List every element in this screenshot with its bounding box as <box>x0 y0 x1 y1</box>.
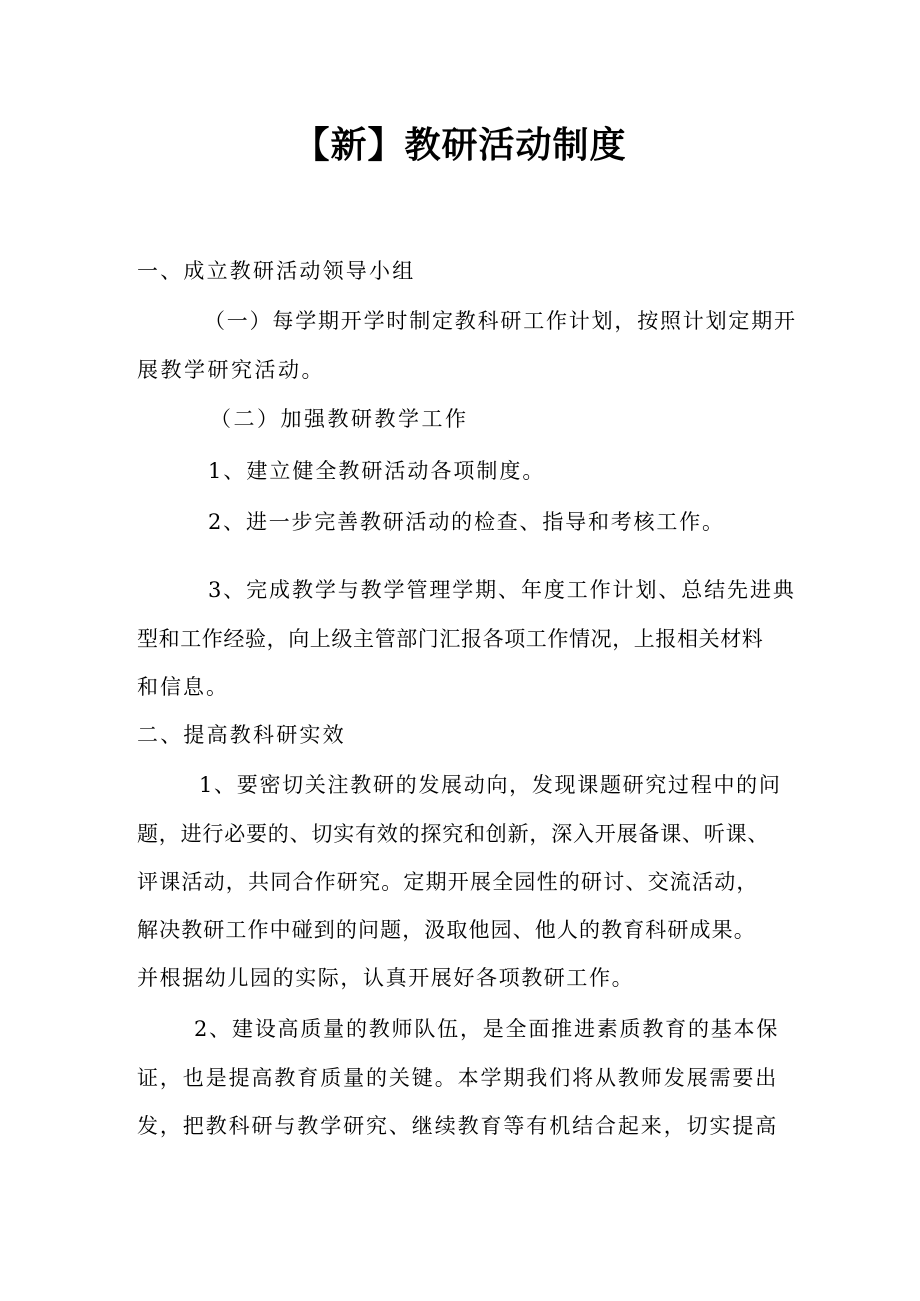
document-title: 【新】教研活动制度 <box>293 125 627 166</box>
section-heading-1: 一、成立教研活动领导小组 <box>137 259 416 283</box>
paragraph-line: 发，把教科研与教学研究、继续教育等有机结合起来，切实提高 <box>137 1114 779 1138</box>
list-item: 3、完成教学与教学管理学期、年度工作计划、总结先进典 <box>208 578 796 602</box>
paragraph-line: 和信息。 <box>137 675 229 699</box>
paragraph-line: 2、建设高质量的教师队伍，是全面推进素质教育的基本保 <box>194 1017 780 1041</box>
section-heading-2: 二、提高教科研实效 <box>137 723 346 747</box>
paragraph-line: 证，也是提高教育质量的关键。本学期我们将从教师发展需要出 <box>137 1066 779 1090</box>
paragraph-line: 1、要密切关注教研的发展动向，发现课题研究过程中的问 <box>199 773 782 797</box>
paragraph-line: 并根据幼儿园的实际，认真开展好各项教研工作。 <box>137 966 635 990</box>
paragraph-line: 题，进行必要的、切实有效的探究和创新，深入开展备课、听课、 <box>137 822 770 846</box>
subsection-heading: （二）加强教研教学工作 <box>210 407 469 431</box>
paragraph-line: 解决教研工作中碰到的问题，汲取他园、他人的教育科研成果。 <box>137 918 756 942</box>
paragraph-line: 展教学研究活动。 <box>137 358 325 382</box>
paragraph-line: （一）每学期开学时制定教科研工作计划，按照计划定期开 <box>204 309 797 333</box>
list-item: 2、进一步完善教研活动的检查、指导和考核工作。 <box>208 510 725 534</box>
paragraph-line: 型和工作经验，向上级主管部门汇报各项工作情况，上报相关材料 <box>137 627 764 651</box>
list-item: 1、建立健全教研活动各项制度。 <box>208 459 546 483</box>
paragraph-line: 评课活动，共同合作研究。定期开展全园性的研讨、交流活动， <box>137 870 759 894</box>
